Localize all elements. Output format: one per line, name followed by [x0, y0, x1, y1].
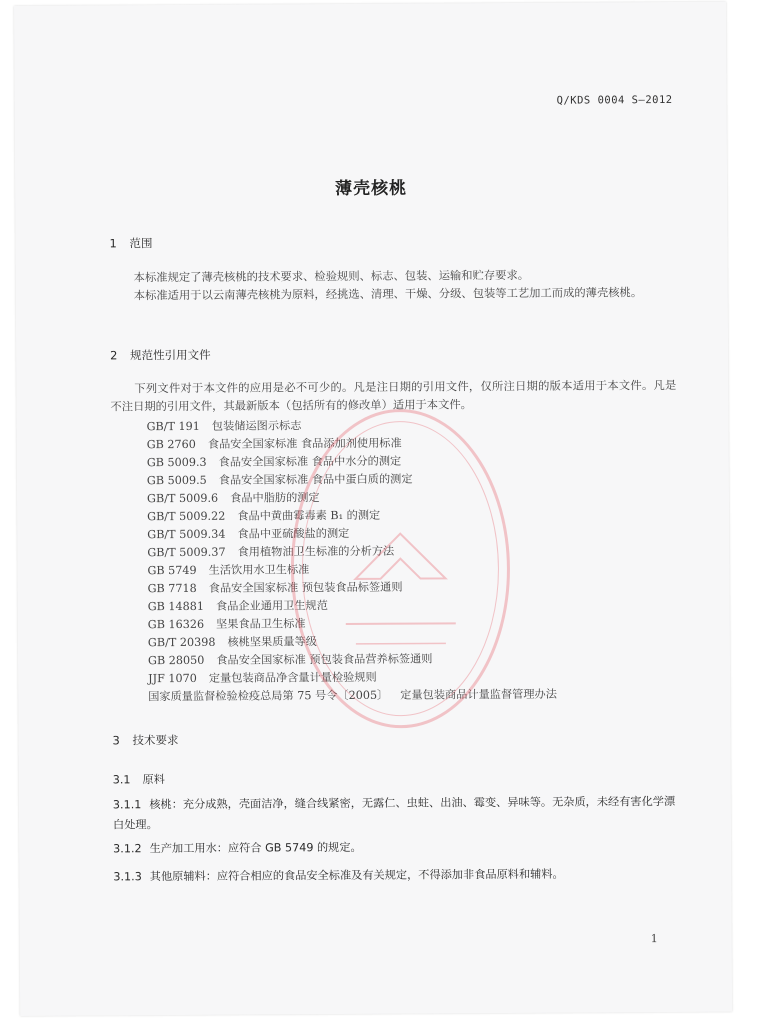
- section-3-number: 3: [112, 733, 120, 748]
- reference-title: 食品中黄曲霉毒素 B₁ 的测定: [237, 508, 381, 523]
- document-page: [14, 2, 732, 1016]
- reference-code: GB 14881: [147, 599, 205, 614]
- section-1-title: 范围: [129, 236, 153, 251]
- reference-code: GB/T 5009.37: [147, 545, 226, 560]
- reference-code: 国家质量监督检验检疫总局第 75 号令〔2005〕: [148, 688, 389, 704]
- reference-title: 食品安全国家标准 食品中水分的测定: [218, 454, 402, 469]
- clause-text: 核桃：充分成熟，壳面洁净，缝合线紧密，无露仁、虫蛀、出油、霉变、异味等。无杂质，未经有害化学漂白处理。: [112, 794, 676, 832]
- clause-text: 生产加工用水：应符合 GB 5749 的规定。: [149, 840, 362, 856]
- section-1-number: 1: [109, 236, 117, 251]
- subsection-3-1-number: 3.1: [112, 773, 131, 787]
- reference-code: GB 5009.3: [146, 455, 207, 470]
- section-2-title: 规范性引用文件: [130, 347, 211, 363]
- section-1-heading: [109, 235, 152, 251]
- document-code: Q/KDS 0004 S—2012: [556, 93, 673, 107]
- reference-code: GB/T 20398: [147, 635, 216, 650]
- reference-list: [147, 416, 557, 706]
- subsection-3-1-title: 原料: [142, 773, 165, 787]
- reference-title: 食品安全国家标准 食品中蛋白质的测定: [218, 472, 413, 487]
- reference-code: GB 2760: [146, 437, 196, 452]
- reference-title: 食品中亚硫酸盐的测定: [237, 526, 350, 541]
- reference-title: 坚果食品卫生标准: [216, 617, 306, 631]
- reference-code: GB 16326: [147, 617, 205, 632]
- reference-code: GB 5009.5: [146, 473, 207, 488]
- section-3-heading: [112, 732, 178, 748]
- clause-number: 3.1.2: [113, 842, 142, 856]
- clause-3-1-2: [113, 836, 681, 859]
- section-2-heading: [110, 347, 211, 364]
- reference-title: 食品企业通用卫生规范: [215, 599, 328, 613]
- clause-3-1-3: [113, 864, 681, 887]
- page-title: 薄壳核桃: [335, 178, 408, 200]
- reference-code: JJF 1070: [148, 671, 197, 686]
- section-1-paragraph-2: 本标准适用于以云南薄壳核桃为原料，经挑选、清理、干燥、分级、包装等工艺加工而成的薄壳核桃。: [133, 286, 643, 303]
- clause-text: 其他原辅料：应符合相应的食品安全标准及有关规定，不得添加非食品原料和辅料。: [149, 867, 564, 884]
- reference-code: GB/T 5009.34: [147, 527, 226, 542]
- reference-code: GB 28050: [147, 653, 205, 668]
- clause-number: 3.1.3: [113, 870, 142, 884]
- reference-title: 食品安全国家标准 预包装食品营养标签通则: [216, 652, 433, 667]
- reference-title: 核桃坚果质量等级: [227, 635, 317, 649]
- reference-code: GB 7718: [147, 581, 197, 596]
- clause-3-1-1: [113, 792, 681, 835]
- reference-title: 食用植物油卫生标准的分析方法: [237, 544, 395, 559]
- clause-number: 3.1.1: [112, 798, 142, 812]
- section-2-intro: 下列文件对于本文件的应用是必不可少的。凡是注日期的引用文件，仅所注日期的版本适用于本文件。凡是不注日期的引用文件，其最新版本（包括所有的修改单）适用于本文件。: [110, 378, 677, 414]
- reference-title: 食品安全国家标准 食品添加剂使用标准: [207, 436, 402, 451]
- section-3-title: 技术要求: [132, 733, 179, 748]
- subsection-3-1-heading: [113, 771, 165, 787]
- reference-title: 定量包装商品净含量计量检验规则: [208, 670, 377, 685]
- reference-code: GB 5749: [147, 563, 197, 578]
- reference-code: GB/T 191: [146, 419, 200, 434]
- reference-title: 食品中脂肪的测定: [230, 491, 320, 505]
- reference-code: GB/T 5009.22: [147, 509, 226, 524]
- page-number: 1: [650, 932, 658, 946]
- reference-title: 包装储运图示标志: [211, 419, 302, 433]
- reference-item: [148, 686, 557, 706]
- reference-title: 定量包装商品计量监督管理办法: [400, 687, 557, 702]
- section-2-number: 2: [110, 348, 118, 363]
- section-1-paragraph-1: 本标准规定了薄壳核桃的技术要求、检验规则、标志、包装、运输和贮存要求。: [133, 268, 530, 285]
- reference-title: 生活饮用水卫生标准: [208, 563, 310, 577]
- reference-title: 食品安全国家标准 预包装食品标签通则: [208, 580, 403, 595]
- reference-code: GB/T 5009.6: [146, 491, 219, 506]
